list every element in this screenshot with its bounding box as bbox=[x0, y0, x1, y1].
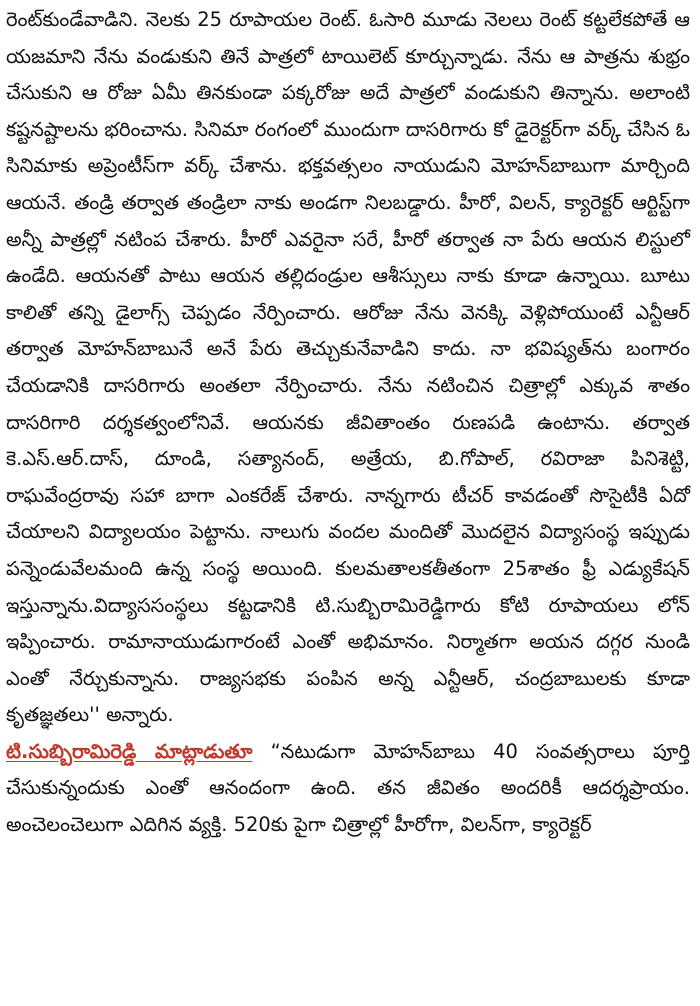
paragraph-subbirami-reddy-speech bbox=[6, 734, 690, 844]
paragraph-2-text: “నటుడుగా మోహన్‌బాబు 40 సంవత్సరాలు పూర్తి చేసుకున్నందుకు ఎంతో ఆనందంగా ఉంది. తన జీవితం అందరికీ ఆదర్శప్రాయం. అంచెలంచెలుగా ఎదిగిన వ్యక్తి. 520కు పైగా చిత్రాల్లో హీరోగా, విలన్‌గా, క్యారెక్టర్ bbox=[6, 739, 691, 837]
article-body bbox=[6, 2, 690, 844]
speaker-name-highlight: టి.సుబ్బిరామిరెడ్డి మాట్లాడుతూ bbox=[6, 739, 253, 763]
paragraph-mohan-babu-speech: రెంట్‌కుండేవాడిని. నెలకు 25 రూపాయల రెంట్. ఓసారి మూడు నెలలు రెంట్ కట్టలేకపోతే ఆ యజమాని నేను వండుకుని తినే పాత్రలో టాయిలెట్ కూర్చున్నాడు. నేను ఆ పాత్రను శుభ్రం చేసుకుని ఆ రోజు ఏమీ తినకుండా పక్కరోజు అదే పాత్రలో వండుకుని తిన్నాను. అలాంటి కష్టనష్టాలను భరించాను. సినిమా రంగంలో ముందుగా దాసరిగారు కో డైరెక్టర్‌గా వర్క్ చేసిన ఓ సినిమాకు అప్రెంటీస్‌గా వర్క్ చేశాను. భక్తవత్సలం నాయుడుని మోహన్‌బాబుగా మార్చింది ఆయనే. తండ్రి తర్వాత తండ్రిలా నాకు అండగా నిలబడ్డారు. హీరో, విలన్, క్యారెక్టర్ ఆర్టిస్ట్‌గా అన్నీ పాత్రల్లో నటింప చేశారు. హీరో ఎవరైనా సరే, హీరో తర్వాత నా పేరు ఆయన లిస్టులో ఉండేది. ఆయనతో పాటు ఆయన తల్లిదండ్రుల ఆశీస్సులు నాకు కూడా ఉన్నాయి. బూటు కాలితో తన్ని డైలాగ్స్ చెప్పడం నేర్పించారు. ఆరోజు నేను వెనక్కి వెళ్లిపోయుంటే ఎన్టీఆర్ తర్వాత మోహన్‌బాబునే అనే పేరు తెచ్చుకునేవాడిని కాదు. నా భవిష్యత్‌ను బంగారం చేయడానికి దాసరిగారు అంతలా నేర్పించారు. నేను నటించిన చిత్రాల్లో ఎక్కువ శాతం దాసరిగారి దర్శకత్వంలోనివే. ఆయనకు జీవితాంతం రుణపడి ఉంటాను. తర్వాత కె.ఎస్.ఆర్.దాస్, దూండి, సత్యానంద్, అత్రేయ, బి.గోపాల్, రవిరాజా పినిశెట్టి, రాఘవేంద్రరావు సహా బాగా ఎంకరేజ్ చేశారు. నాన్నగారు టీచర్ కావడంతో సొసైటీకి ఏదో చేయాలని విద్యాలయం పెట్టాను. నాలుగు వందల మందితో మొదలైన విద్యాసంస్థ ఇప్పుడు పన్నెండువేలమంది ఉన్న సంస్థ అయింది. కులమతాలకతీతంగా 25శాతం ఫ్రీ ఎడ్యుకేషన్ ఇస్తున్నాను.విద్యాససంస్థలు కట్టడానికి టి.సుబ్బిరామిరెడ్డిగారు కోటి రూపాయలు లోన్ ఇప్పించారు. రామానాయుడుగారంటే ఎంతో అభిమానం. నిర్మాతగా అయన దగ్గర నుండి ఎంతో నేర్చుకున్నాను. రాజ్యసభకు పంపిన అన్న ఎన్టీఆర్, చంద్రబాబులకు కూడా కృతజ్ఞతలు'' అన్నారు. bbox=[6, 8, 690, 727]
